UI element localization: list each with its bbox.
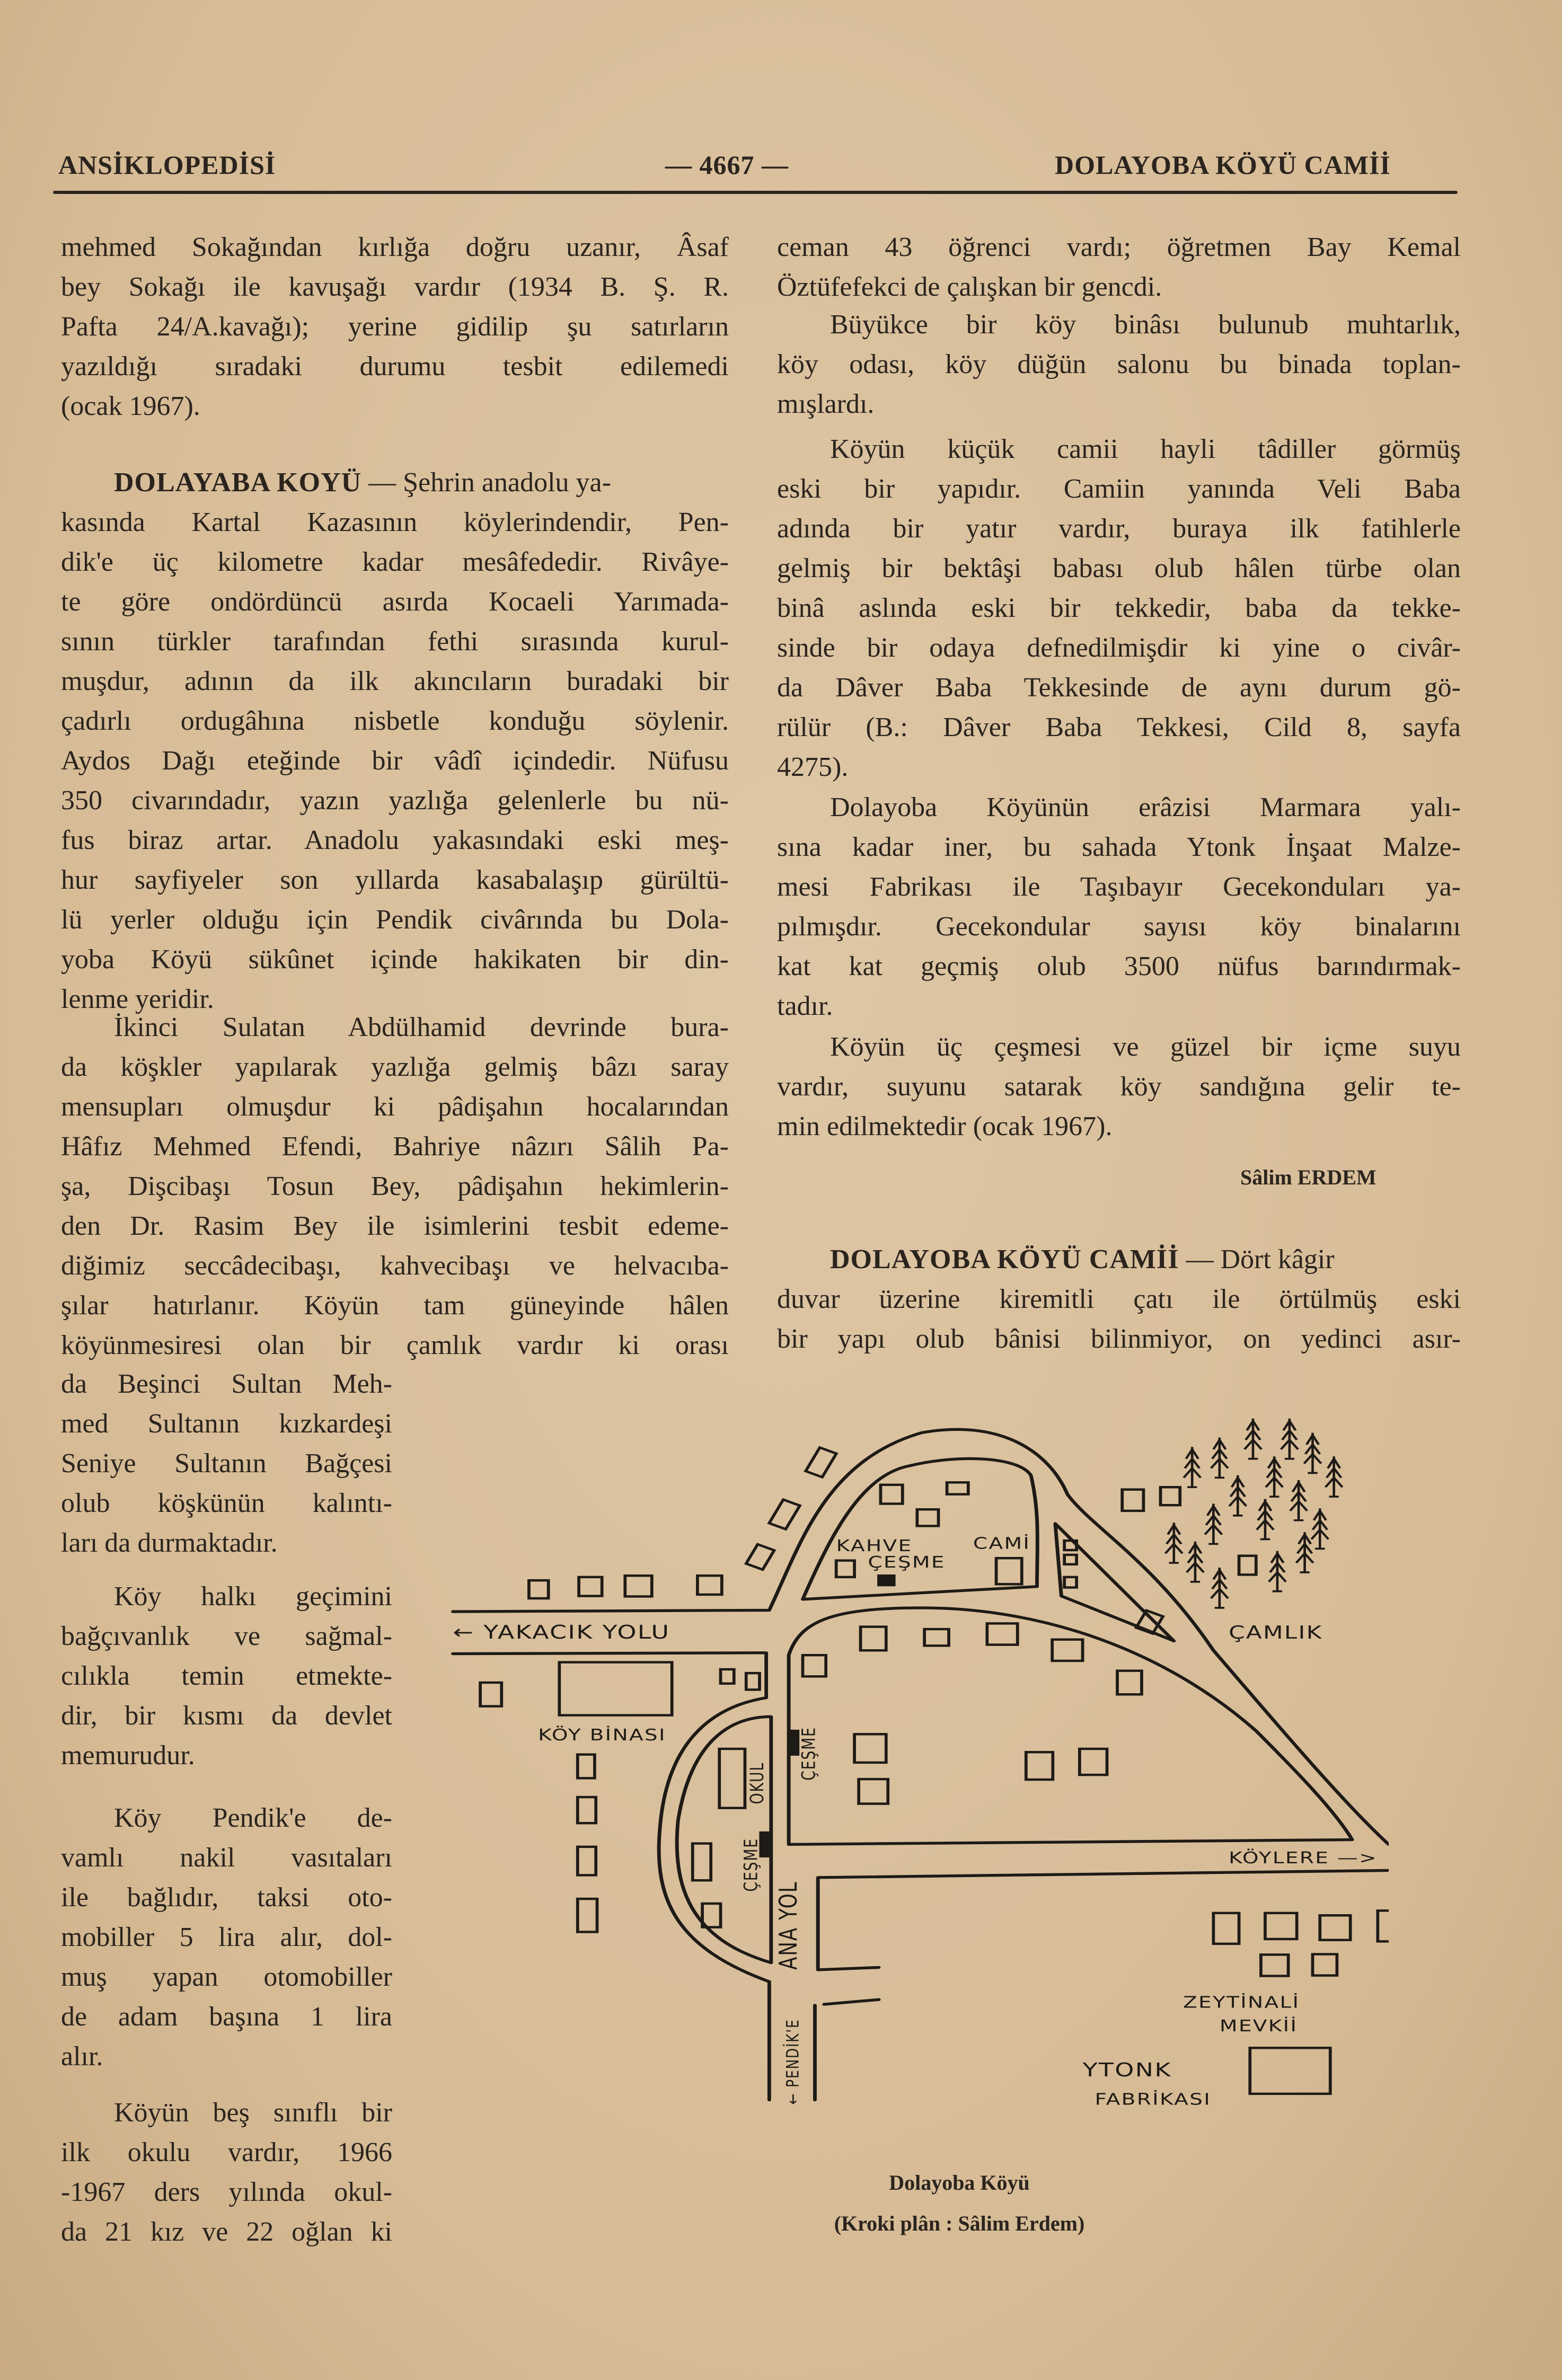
text-line: yazıldığı sıradaki durumu tesbit edilemedi <box>61 351 729 382</box>
text-line: vardır, suyunu satarak köy sandığına gelir te- <box>777 1072 1461 1102</box>
building <box>1026 1752 1053 1780</box>
label-koylere: KÖYLERE —> <box>1229 1849 1378 1868</box>
text-line: tadır. <box>777 991 833 1021</box>
text-line: muş yapan otomobiller <box>61 1962 392 1992</box>
pine-tree-icon <box>1257 1499 1274 1540</box>
building <box>854 1734 886 1763</box>
text-line: köy odası, köy düğün salonu bu binada toplan- <box>777 349 1461 379</box>
text-line: binâ aslında eski bir tekkedir, baba da tekke- <box>777 593 1461 623</box>
paragraph-dolayaba-koyu <box>61 463 729 1019</box>
text-line: kasında Kartal Kazasının köylerindendir, Pen- <box>61 507 729 537</box>
label-cesme-mid: ÇEŞME <box>798 1727 820 1781</box>
building <box>861 1627 886 1651</box>
building <box>1213 1913 1239 1944</box>
text-line: fus biraz artar. Anadolu yakasındaki eski meş- <box>61 825 729 855</box>
pine-tree-icon <box>1211 1438 1228 1478</box>
text-line: sının türkler tarafından fethi sırasında kurul- <box>61 626 729 657</box>
text-line: sına kadar iner, bu sahada Ytonk İnşaat Malze- <box>777 832 1461 862</box>
label-yakacik-yolu: ← YAKACIK YOLU <box>453 1621 670 1643</box>
label-camlik: ÇAMLIK <box>1229 1622 1323 1643</box>
label-cami: CAMİ <box>973 1534 1031 1553</box>
text-line: Dolayoba Köyünün erâzisi Marmara yalı- <box>830 792 1461 822</box>
text-line: 350 civarındadır, yazın yazlığa gelenlerle bu nü- <box>61 785 729 816</box>
text-line: -1967 ders yılında okul- <box>61 2177 392 2207</box>
building <box>996 1558 1022 1584</box>
text-fragment: — Şehrin anadolu ya- <box>361 467 611 498</box>
text-line: rülür (B.: Dâver Baba Tekkesi, Cild 8, sayfa <box>777 712 1461 742</box>
pine-trees <box>1166 1419 1343 1608</box>
text-line: Büyükce bir köy binâsı bulunub muhtarlık, <box>830 309 1461 340</box>
entry-heading: DOLAYOBA KÖYÜ CAMİİ <box>830 1244 1179 1275</box>
pine-tree-icon <box>1229 1475 1246 1516</box>
text-line: Pafta 24/A.kavağı); yerine gidilip şu satırların <box>61 312 729 342</box>
road-central-block <box>789 1608 1352 1844</box>
text-line: olub köşkünün kalıntı- <box>61 1488 392 1518</box>
text-line: da köşkler yapılarak yazlığa gelmiş bâzı saray <box>61 1052 729 1082</box>
label-pendike: ← PENDİK'E <box>782 2019 803 2105</box>
paragraph <box>777 305 1461 424</box>
building <box>880 1485 902 1504</box>
text-line: te göre ondördüncü asırda Kocaeli Yarımada- <box>61 587 729 617</box>
label-fabrikasi: FABRİKASI <box>1095 2090 1212 2109</box>
text-line <box>777 1240 1461 1279</box>
text-line: duvar üzerine kiremitli çatı ile örtülmüş eski <box>777 1284 1461 1314</box>
building <box>578 1899 597 1932</box>
text-line: memurudur. <box>61 1740 195 1771</box>
text-line: kat kat geçmiş olub 3500 nüfus barındırmak- <box>777 951 1461 981</box>
text-line <box>61 463 729 502</box>
label-ytonk: YTONK <box>1082 2058 1172 2081</box>
building <box>859 1779 888 1803</box>
text-line: Köy halkı geçimini <box>114 1581 392 1612</box>
building <box>578 1797 596 1823</box>
building <box>947 1482 968 1494</box>
map-caption-title: Dolayoba Köyü <box>889 2171 1030 2195</box>
building <box>1313 1954 1337 1976</box>
text-line: da Dâver Baba Tekkesinde de aynı durum gö- <box>777 673 1461 703</box>
text-line: mensupları olmuşdur ki pâdişahın hocalarından <box>61 1092 729 1122</box>
pine-tree-icon <box>1296 1532 1313 1572</box>
label-cesme-top: ÇEŞME <box>868 1553 946 1572</box>
text-line: ilk okulu vardır, 1966 <box>61 2137 392 2167</box>
text-line: dik'e üç kilometre kadar mesâfededir. Rivâye- <box>61 547 729 577</box>
building <box>578 1847 596 1875</box>
text-line: cılıkla temin etmekte- <box>61 1661 392 1691</box>
building <box>1378 1910 1389 1941</box>
paragraph <box>61 1798 392 2076</box>
building <box>693 1844 711 1881</box>
paragraph <box>61 227 729 426</box>
label-koy-binasi: KÖY BİNASI <box>538 1726 666 1745</box>
text-line: da Beşinci Sultan Meh- <box>61 1369 392 1399</box>
map-caption-credit: (Kroki plân : Sâlim Erdem) <box>834 2211 1085 2235</box>
text-line: lü yerler olduğu için Pendik civârında bu Dola- <box>61 905 729 935</box>
building <box>480 1683 501 1706</box>
text-line: mobiller 5 lira alır, dol- <box>61 1922 392 1952</box>
text-line: İkinci Sulatan Abdülhamid devrinde bura- <box>114 1012 729 1042</box>
road-ana-yol-west <box>453 1653 769 2100</box>
text-line: Köyün üç çeşmesi ve güzel bir içme suyu <box>830 1032 1461 1062</box>
text-line: pılmışdır. Gecekondular sayısı köy binalarını <box>777 912 1461 942</box>
text-line: vamlı nakil vasıtaları <box>61 1843 392 1873</box>
building <box>625 1576 652 1596</box>
fountain-marker <box>791 1731 798 1755</box>
text-line: ları da durmaktadır. <box>61 1528 278 1558</box>
pine-tree-icon <box>1211 1568 1228 1608</box>
building <box>698 1576 722 1595</box>
building <box>917 1509 938 1526</box>
paragraph <box>61 2093 392 2252</box>
building <box>719 1749 745 1808</box>
pine-tree-icon <box>1269 1551 1286 1591</box>
label-mevkii: MEVKİİ <box>1219 2017 1298 2036</box>
building <box>924 1629 949 1645</box>
paragraph <box>777 1027 1461 1146</box>
text-line: muşdur, adının da ilk akıncıların buradaki bir <box>61 666 729 696</box>
building <box>1052 1640 1082 1661</box>
text-line: alır. <box>61 2041 103 2072</box>
text-line: mehmed Sokağından kırlığa doğru uzanır, Âsaf <box>61 232 729 262</box>
pine-tree-icon <box>1304 1433 1321 1473</box>
building <box>559 1662 672 1715</box>
author-signature: Sâlim ERDEM <box>1240 1165 1376 1189</box>
running-header-right: DOLAYOBA KÖYÜ CAMİİ <box>1055 150 1391 180</box>
pine-tree-icon <box>1184 1447 1201 1487</box>
building <box>1064 1577 1076 1588</box>
label-zeytinali: ZEYTİNALİ <box>1182 1993 1300 2012</box>
building <box>1265 1913 1297 1939</box>
paragraph <box>777 227 1461 307</box>
pine-tree-icon <box>1311 1508 1328 1549</box>
building <box>806 1447 836 1477</box>
building <box>1080 1749 1107 1775</box>
building <box>1161 1487 1180 1505</box>
text-line: ile bağlıdır, taksi oto- <box>61 1882 392 1913</box>
text-line: 4275). <box>777 752 849 782</box>
text-line: lenme yeridir. <box>61 984 214 1014</box>
text-line: hur sayfiyeler son yıllarda kasabalaşıp gürültü- <box>61 865 729 895</box>
text-line: den Dr. Rasim Bey ile isimlerini tesbit edeme- <box>61 1211 729 1241</box>
text-line: Köyün küçük camii hayli tâdiller görmüş <box>830 434 1461 464</box>
building <box>1320 1915 1350 1940</box>
pine-tree-icon <box>1187 1542 1204 1582</box>
text-line: yoba Köyü sükûnet içinde hakikaten bir din- <box>61 944 729 975</box>
text-line: köyünmesiresi olan bir çamlık vardır ki orası <box>61 1330 729 1360</box>
building <box>836 1561 854 1577</box>
text-line: şa, Dişcibaşı Tosun Bey, pâdişahın hekimlerin- <box>61 1171 729 1201</box>
pine-tree-icon <box>1266 1456 1283 1497</box>
text-line: bey Sokağı ile kavuşağı vardır (1934 B. Ş. R. <box>61 272 729 302</box>
text-line: Öztüfefekci de çalışkan bir gencdi. <box>777 272 1162 302</box>
building <box>578 1755 595 1779</box>
text-line: şılar hatırlanır. Köyün tam güneyinde hâlen <box>61 1290 729 1321</box>
building <box>1261 1954 1289 1976</box>
text-fragment: — Dört kâgir <box>1179 1244 1335 1275</box>
village-sketch-map <box>435 1404 1389 2146</box>
text-line: eski bir yapıdır. Camiin yanında Veli Baba <box>777 474 1461 504</box>
fountain-marker <box>761 1833 768 1856</box>
label-kahve: KAHVE <box>836 1536 913 1555</box>
pine-tree-icon <box>1281 1419 1298 1459</box>
building <box>1064 1555 1076 1564</box>
building <box>579 1577 602 1596</box>
text-line: Seniye Sultanın Bağçesi <box>61 1448 392 1479</box>
paragraph-dolayoba-koyu-camii <box>777 1240 1461 1359</box>
text-line: med Sultanın kızkardeşi <box>61 1409 392 1439</box>
building <box>746 1673 760 1689</box>
building <box>1250 2048 1330 2094</box>
building <box>1239 1556 1256 1575</box>
text-line: mışlardı. <box>777 389 875 419</box>
text-line: de adam başına 1 lira <box>61 2002 392 2032</box>
text-line: gelmiş bir bektâşi babası olub hâlen türbe olan <box>777 553 1461 583</box>
text-line: Köyün beş sınıflı bir <box>114 2098 392 2128</box>
label-okul: OKUL <box>746 1762 768 1804</box>
text-line: çadırlı ordugâhına nisbetle konduğu söylenir. <box>61 706 729 736</box>
building <box>769 1500 800 1529</box>
text-line: mesi Fabrikası ile Taşıbayır Gecekonduları ya- <box>777 872 1461 902</box>
building <box>1122 1490 1143 1511</box>
pine-tree-icon <box>1166 1523 1182 1563</box>
fountain-marker <box>879 1576 894 1585</box>
pine-tree-icon <box>1205 1504 1222 1544</box>
text-line: ceman 43 öğrenci vardı; öğretmen Bay Kemal <box>777 232 1461 262</box>
running-header-left: ANSİKLOPEDİSİ <box>58 150 276 180</box>
building <box>721 1669 734 1684</box>
building <box>987 1623 1017 1644</box>
paragraph <box>777 429 1461 787</box>
pine-tree-icon <box>1290 1480 1307 1520</box>
text-line: Köy Pendik'e de- <box>114 1803 392 1833</box>
text-line: bir yapı olub bânisi bilinmiyor, on yedinci asır- <box>777 1324 1461 1354</box>
building <box>529 1580 549 1598</box>
paragraph <box>61 1007 729 1365</box>
text-line: sinde bir odaya defnedilmişdir ki yine o civâr- <box>777 633 1461 663</box>
text-line: dir, bir kısmı da devlet <box>61 1701 392 1731</box>
building <box>746 1544 774 1570</box>
building <box>803 1655 826 1676</box>
paragraph <box>777 788 1461 1026</box>
text-line: diğimiz seccâdecibaşı, kahvecibaşı ve helvacıba- <box>61 1251 729 1281</box>
pine-tree-icon <box>1245 1419 1261 1459</box>
label-ana-yol: ANA YOL <box>774 1881 803 1970</box>
text-line: (ocak 1967). <box>61 391 200 421</box>
text-line: Hâfız Mehmed Efendi, Bahriye nâzırı Sâlih Pa- <box>61 1131 729 1162</box>
text-line: bağçıvanlık ve sağmal- <box>61 1621 392 1651</box>
header-rule <box>53 191 1458 194</box>
text-line: da 21 kız ve 22 oğlan ki <box>61 2217 392 2247</box>
label-cesme-low: ÇEŞME <box>740 1838 762 1892</box>
pine-tree-icon <box>1326 1456 1343 1497</box>
text-line: adında bir yatır vardır, buraya ilk fatihlerle <box>777 514 1461 544</box>
text-line: min edilmektedir (ocak 1967). <box>777 1111 1113 1142</box>
entry-heading: DOLAYABA KOYÜ <box>114 467 362 498</box>
paragraph <box>61 1364 392 1563</box>
building <box>1117 1671 1142 1695</box>
text-line: Aydos Dağı eteğinde bir vâdî içindedir. Nüfusu <box>61 746 729 776</box>
page-number: — 4667 — <box>665 150 789 180</box>
paragraph <box>61 1577 392 1775</box>
